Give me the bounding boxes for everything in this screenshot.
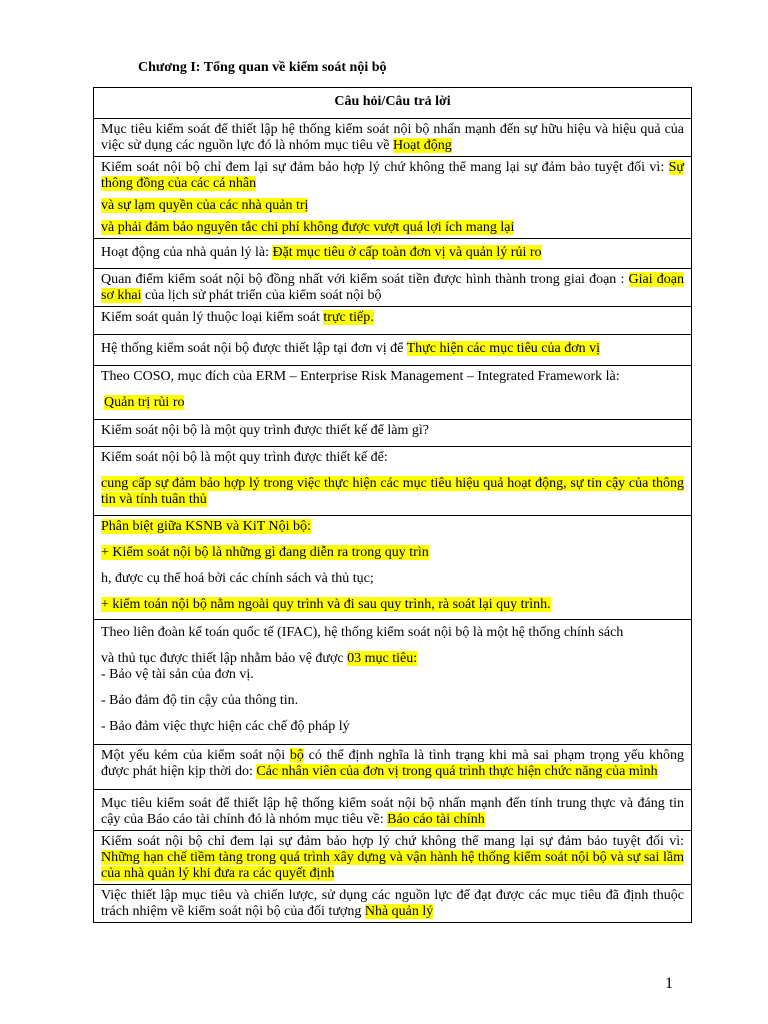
table-row (94, 307, 692, 335)
answer-highlight: + Kiểm soát nội bộ là những gì đang diễn ra trong quy trìn (101, 545, 429, 560)
table-row (94, 119, 692, 157)
answer-highlight: trực tiếp. (323, 310, 374, 325)
qa-cell-15 (94, 885, 692, 923)
qa-cell-7 (94, 366, 692, 420)
table-row (94, 269, 692, 307)
question-text: Kiểm soát nội bộ là một quy trình được thiết kế để: (101, 450, 388, 465)
answer-highlight: Đặt mục tiêu ở cấp toàn đơn vị và quản lý rủi ro (272, 245, 542, 260)
qa-cell-5 (94, 307, 692, 335)
answer-highlight: Những hạn chế tiềm tàng trong quá trình xây dựng và vận hành hệ thống kiểm soát nội bộ và sự sai lầm của nhà quản lý khi đưa ra các quyết định (101, 850, 684, 881)
bullet-item: - Bảo vệ tài sản của đơn vị. (101, 667, 254, 682)
answer-highlight: Giai đoạn sơ khai (101, 272, 684, 303)
table-row (94, 447, 692, 516)
answer-highlight: Thực hiện các mục tiêu của đơn vị (406, 341, 601, 356)
page-number: 1 (665, 975, 673, 992)
question-text: Kiểm soát nội bộ chỉ đem lại sự đảm bảo hợp lý chứ không thể mang lại sự đảm bảo tuyệt đối vì: (101, 160, 669, 175)
answer-highlight: và sự lạm quyền của các nhà quản trị (101, 198, 309, 213)
question-text: Mục tiêu kiểm soát để thiết lập hệ thống kiểm soát nội bộ nhấn mạnh đến tính trung thực và đáng tin cậy của Báo cáo tài chính đó là nhóm mục tiêu về: (101, 796, 684, 827)
qa-cell-12 (94, 745, 692, 790)
question-text: Mục tiêu kiểm soát để thiết lập hệ thống kiểm soát nội bộ nhấn mạnh đến sự hữu hiệu và hiệu quả của việc sử dụng các nguồn lực đó là nhóm mục tiêu về (101, 122, 684, 153)
table-row (94, 157, 692, 239)
answer-text: h, được cụ thể hoá bởi các chính sách và thủ tục; (101, 571, 374, 586)
table-row (94, 420, 692, 447)
question-text: Việc thiết lập mục tiêu và chiến lược, sử dụng các nguồn lực để đạt được các mục tiêu đã định thuộc trách nhiệm về kiểm soát nội bộ của đối tượng (101, 888, 684, 919)
table-row (94, 516, 692, 620)
answer-highlight: Báo cáo tài chính (387, 812, 485, 827)
qa-cell-6 (94, 335, 692, 366)
table-row (94, 366, 692, 420)
question-text: Theo liên đoàn kế toán quốc tế (IFAC), hệ thống kiểm soát nội bộ là một hệ thống chính sách (101, 625, 624, 640)
bullet-item: - Bảo đảm độ tin cậy của thông tin. (101, 693, 299, 708)
qa-cell-3 (94, 239, 692, 269)
question-text: Theo COSO, mục đích của ERM – Enterprise Risk Management – Integrated Framework là: (101, 369, 620, 384)
answer-highlight: và phải đảm bảo nguyên tắc chi phí không được vượt quá lợi ích mang lại (101, 220, 515, 235)
qa-cell-8 (94, 420, 692, 447)
question-tail: của lịch sử phát triển của kiểm soát nội bộ (141, 288, 382, 303)
answer-highlight: bộ (289, 748, 304, 763)
answer-highlight: cung cấp sự đảm bảo hợp lý trong việc thực hiện các mục tiêu hiệu quả hoạt động, sự tin cậy của thông tin và tính tuân thủ (101, 476, 684, 507)
qa-cell-14 (94, 831, 692, 885)
question-text: Hoạt động của nhà quản lý là: (101, 245, 273, 260)
table-header: Câu hỏi/Câu trả lời (94, 88, 692, 119)
chapter-title: Chương I: Tổng quan về kiểm soát nội bộ (138, 60, 387, 75)
qa-cell-11 (94, 620, 692, 745)
question-text: Một yếu kém của kiểm soát nội (101, 748, 290, 763)
qa-cell-13 (94, 790, 692, 831)
qa-cell-4 (94, 269, 692, 307)
answer-highlight: Phân biệt giữa KSNB và KiT Nội bộ: (101, 519, 311, 534)
question-text: Kiểm soát quản lý thuộc loại kiểm soát (101, 310, 324, 325)
question-text: có thể định nghĩa là tình trạng khi mà sai phạm trọng yếu không được phát hiện kịp thời do: (101, 748, 684, 779)
qa-cell-1 (94, 119, 692, 157)
question-text: Quan điểm kiểm soát nội bộ đồng nhất với kiểm soát tiền được hình thành trong giai đoạn : (101, 272, 629, 287)
table-row (94, 790, 692, 831)
question-text: Hệ thống kiểm soát nội bộ được thiết lập tại đơn vị để (101, 341, 407, 356)
question-text: và thủ tục được thiết lập nhằm bảo vệ được (101, 651, 348, 666)
qa-cell-2 (94, 157, 692, 239)
qa-cell-10 (94, 516, 692, 620)
bullet-item: - Bảo đảm việc thực hiện các chế độ pháp lý (101, 719, 350, 734)
question-text: Kiểm soát nội bộ là một quy trình được thiết kế để làm gì? (101, 423, 429, 438)
question-text: Kiểm soát nội bộ chỉ đem lại sự đảm bảo hợp lý chứ không thể mang lại sự đảm bảo tuyệt đối vì: (101, 834, 684, 849)
answer-highlight: Sự thông đồng của các cá nhân (101, 160, 684, 191)
answer-highlight: + kiểm toán nội bộ nằm ngoài quy trình và đi sau quy trình, rà soát lại quy trình. (101, 597, 551, 612)
answer-highlight: Các nhân viên của đơn vị trong quá trình thực hiện chức năng của mình (256, 764, 658, 779)
table-row (94, 831, 692, 885)
table-row (94, 620, 692, 745)
answer-highlight: Hoạt động (393, 138, 452, 153)
answer-highlight: Quản trị rủi ro (104, 395, 185, 410)
answer-highlight: 03 mục tiêu: (347, 651, 418, 666)
answer-highlight: Nhà quản lý (364, 904, 434, 919)
table-row (94, 745, 692, 790)
table-row (94, 335, 692, 366)
table-row (94, 885, 692, 923)
qa-cell-9 (94, 447, 692, 516)
table-row (94, 239, 692, 269)
table-header-row (94, 88, 692, 119)
qa-table (93, 87, 692, 923)
